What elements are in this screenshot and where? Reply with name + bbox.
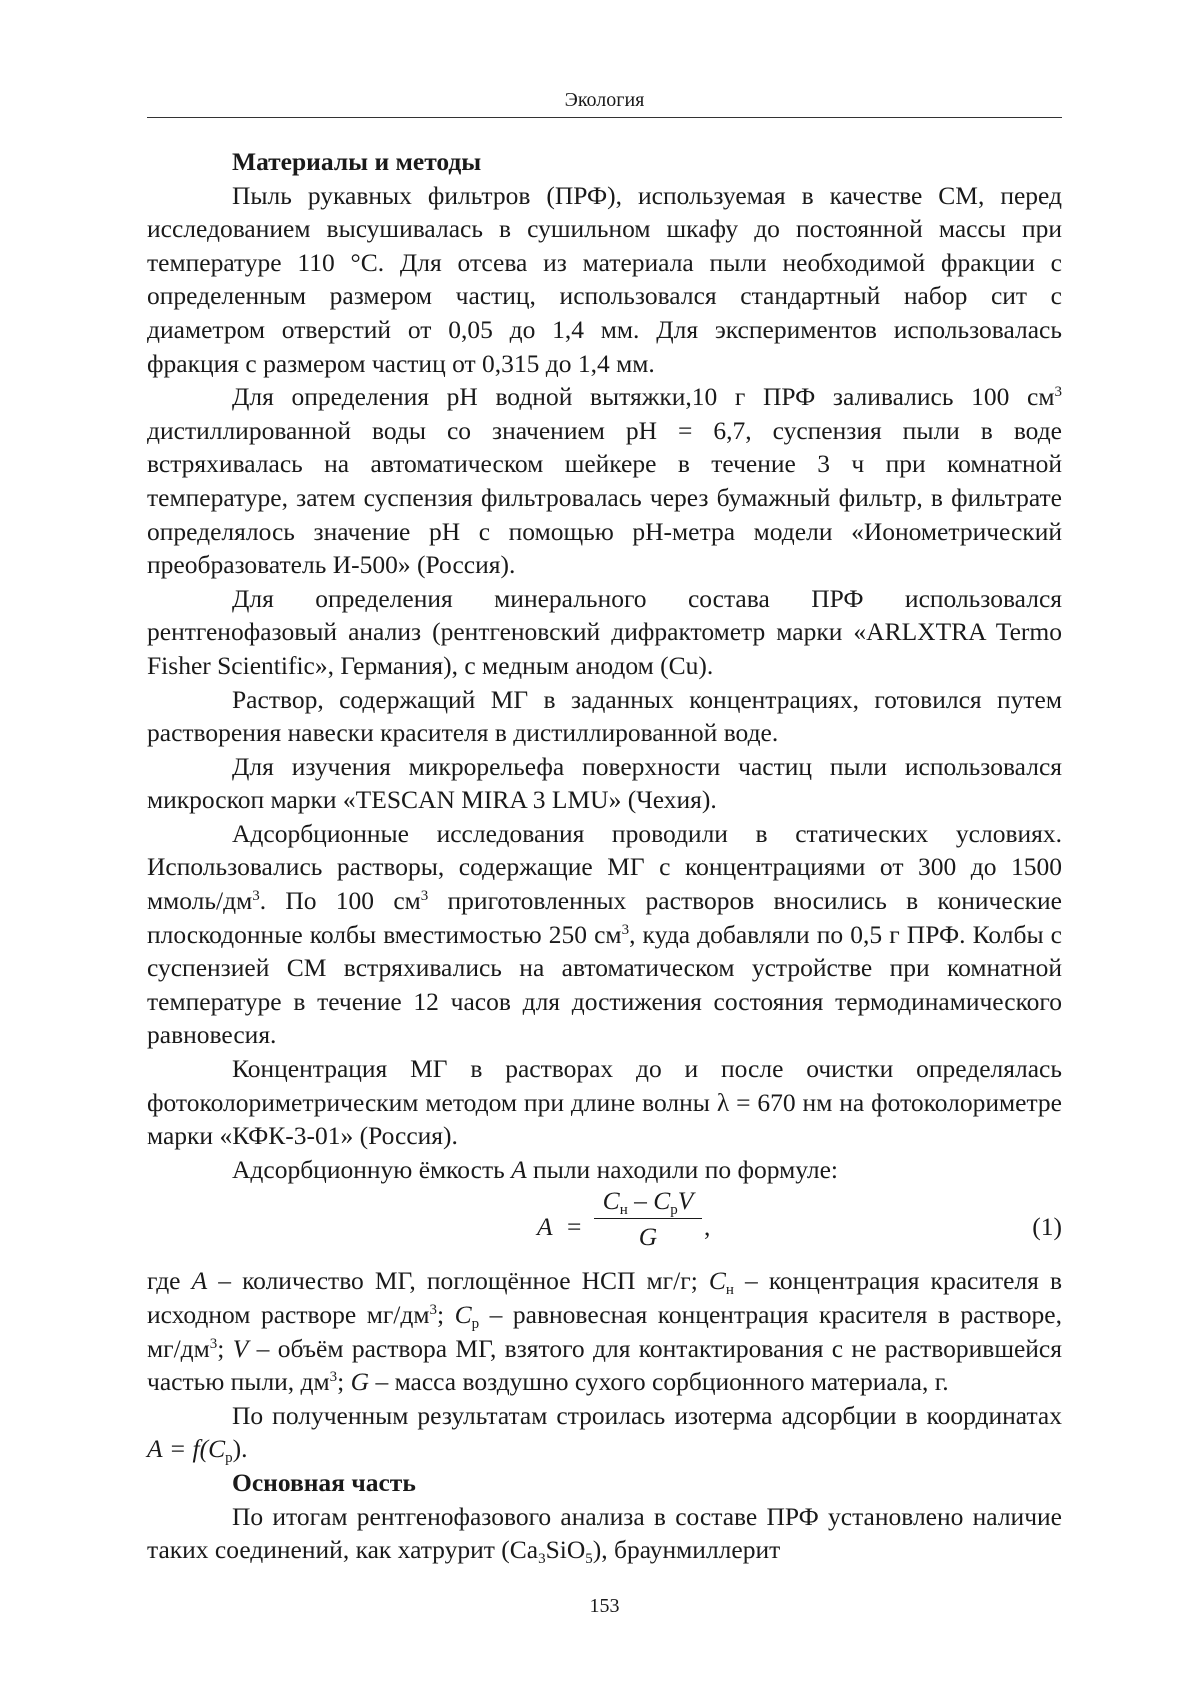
text-span: ). xyxy=(232,1434,248,1464)
text-span: приготовленных растворов вносились в конические плоскодонные колбы вместимостью 250 см xyxy=(147,886,1063,949)
text-span: – количество МГ, поглощённое НСП мг/г; xyxy=(207,1266,709,1296)
symbol-V: V xyxy=(677,1186,694,1216)
subscript: р xyxy=(225,1450,233,1467)
subscript: 3 xyxy=(538,1551,546,1568)
variable-C: С xyxy=(454,1300,472,1329)
subscript: р xyxy=(471,1316,480,1332)
superscript: 3 xyxy=(329,1369,338,1386)
paragraph-adsorption-studies xyxy=(147,817,1062,1052)
formula-denominator: G xyxy=(638,1222,658,1252)
running-header: Экология xyxy=(564,89,645,111)
text-span: – равновесная концентрация красителя в растворе, мг/дм xyxy=(147,1300,1062,1363)
subscript: 5 xyxy=(585,1551,593,1568)
text-span: , куда добавляли по 0,5 г ПРФ. Колбы с суспензией СМ встряхивались на автоматическом устройстве при комнатной температуре в течение 12 часов для достижения состояния термодинамического равновесия. xyxy=(147,919,1062,1050)
paragraph-capacity-intro xyxy=(147,1153,1062,1187)
symbol-C: С xyxy=(602,1186,620,1216)
paragraph-ph-measurement xyxy=(147,380,1062,582)
formula-comma: , xyxy=(704,1212,711,1242)
subscript: н xyxy=(725,1282,734,1299)
superscript: 3 xyxy=(420,888,429,905)
paragraph-xrd-results xyxy=(147,1500,1062,1567)
formula-numerator xyxy=(594,1186,702,1219)
superscript: 3 xyxy=(209,1335,218,1352)
text-span: где xyxy=(147,1266,192,1296)
variable-V: V xyxy=(232,1333,249,1363)
paragraph-dust-preparation: Пыль рукавных фильтров (ПРФ), используемая в качестве СМ, перед исследованием высушивалась в сушильном шкафу до постоянной массы при температуре 110 °С. Для отсева из материала пыли необходимой фракции с определенным размером частиц, использовался стандартный набор сит с диаметром отверстий от 0,05 до 1,4 мм. Для экспериментов использовалась фракция с размером частиц от 0,315 до 1,4 мм. xyxy=(147,180,1062,378)
symbol-C: С xyxy=(653,1186,671,1216)
paragraph-isotherm xyxy=(147,1399,1062,1466)
paragraph-microscopy: Для изучения микрорельефа поверхности частиц пыли использовался микроскоп марки «TESCAN MIRA 3 LMU» (Чехия). xyxy=(147,751,1062,815)
article-body xyxy=(147,145,1062,1567)
minus-sign: – xyxy=(627,1186,654,1216)
text-span: – масса воздушно сухого сорбционного материала, г. xyxy=(369,1367,949,1397)
variable-A: А xyxy=(511,1154,527,1184)
paragraph-solution-prep: Раствор, содержащий МГ в заданных концентрациях, готовился путем растворения навески красителя в дистиллированной воде. xyxy=(147,684,1062,748)
text-span: Адсорбционные исследования проводили в статических условиях. Использовались растворы, содержащие МГ с концентрациями от 300 до 1500 ммоль/дм xyxy=(147,818,1062,916)
text-span: . По 100 см xyxy=(259,886,421,916)
header-rule xyxy=(147,117,1062,118)
text-span: дистиллированной воды со значением рН = 6,7, суспензия пыли в воде встряхивалась на автоматическом шейкере в течение 3 ч при комнатной температуре, затем суспензия фильтровалась через бумажный фильтр, в фильтрате определялось значение рН с помощью рН-метра модели «Ионометрический преобразователь И-500» (Россия). xyxy=(147,415,1062,580)
text-span: пыли находили по формуле: xyxy=(526,1154,839,1184)
section-title-methods: Материалы и методы xyxy=(232,147,482,176)
formula-number: (1) xyxy=(1032,1212,1062,1242)
text-span: Для определения рН водной вытяжки,10 г ПРФ заливались 100 см xyxy=(232,382,1055,412)
text-span: По полученным результатам строилась изотерма адсорбции в координатах xyxy=(232,1400,1062,1430)
subscript: н xyxy=(619,1202,628,1219)
text-span: ; xyxy=(437,1300,455,1329)
text-span: – объём раствора МГ, взятого для контактирования с не растворившейся частью пыли, дм xyxy=(147,1333,1062,1397)
subscript: р xyxy=(670,1202,678,1219)
section-title-main: Основная часть xyxy=(232,1467,416,1497)
variable-G: G xyxy=(350,1367,370,1397)
text-span: По итогам рентгенофазового анализа в составе ПРФ установлено наличие таких соединений, как хатрурит (Ca xyxy=(147,1501,1062,1565)
superscript: 3 xyxy=(429,1302,437,1318)
text-span: ), браунмиллерит xyxy=(592,1535,781,1565)
fraction-bar xyxy=(594,1218,702,1219)
superscript: 3 xyxy=(621,921,630,938)
paragraph-photocolorimetry: Концентрация МГ в растворах до и после очистки определялась фотоколориметрическим методом при длине волны λ = 670 нм на фотоколориметре марки «КФК-3-01» (Россия). xyxy=(147,1054,1062,1151)
page-number: 153 xyxy=(589,1595,620,1617)
text-span: ; xyxy=(337,1367,351,1397)
text-span: Адсорбционную ёмкость xyxy=(232,1154,512,1184)
superscript: 3 xyxy=(1054,384,1062,401)
paragraph-formula-legend xyxy=(147,1264,1062,1398)
variable-C: С xyxy=(708,1266,726,1296)
isotherm-expression: А = f(С xyxy=(147,1434,226,1464)
text-span: SiO xyxy=(545,1535,586,1565)
formula-fraction xyxy=(594,1186,702,1252)
formula-1 xyxy=(147,1186,1062,1264)
superscript: 3 xyxy=(252,888,260,905)
paragraph-xrd-analysis: Для определения минерального состава ПРФ использовался рентгенофазовый анализ (рентгеновский дифрактометр марки «ARLXTRA Termo Fisher Scientific», Германия), с медным анодом (Cu). xyxy=(147,583,1062,680)
variable-A: А xyxy=(191,1266,208,1296)
formula-lhs: А xyxy=(537,1212,553,1242)
text-span: ; xyxy=(217,1333,233,1363)
formula-equals: = xyxy=(567,1212,582,1242)
text-span: – концентрация красителя в исходном растворе мг/дм xyxy=(147,1266,1063,1329)
